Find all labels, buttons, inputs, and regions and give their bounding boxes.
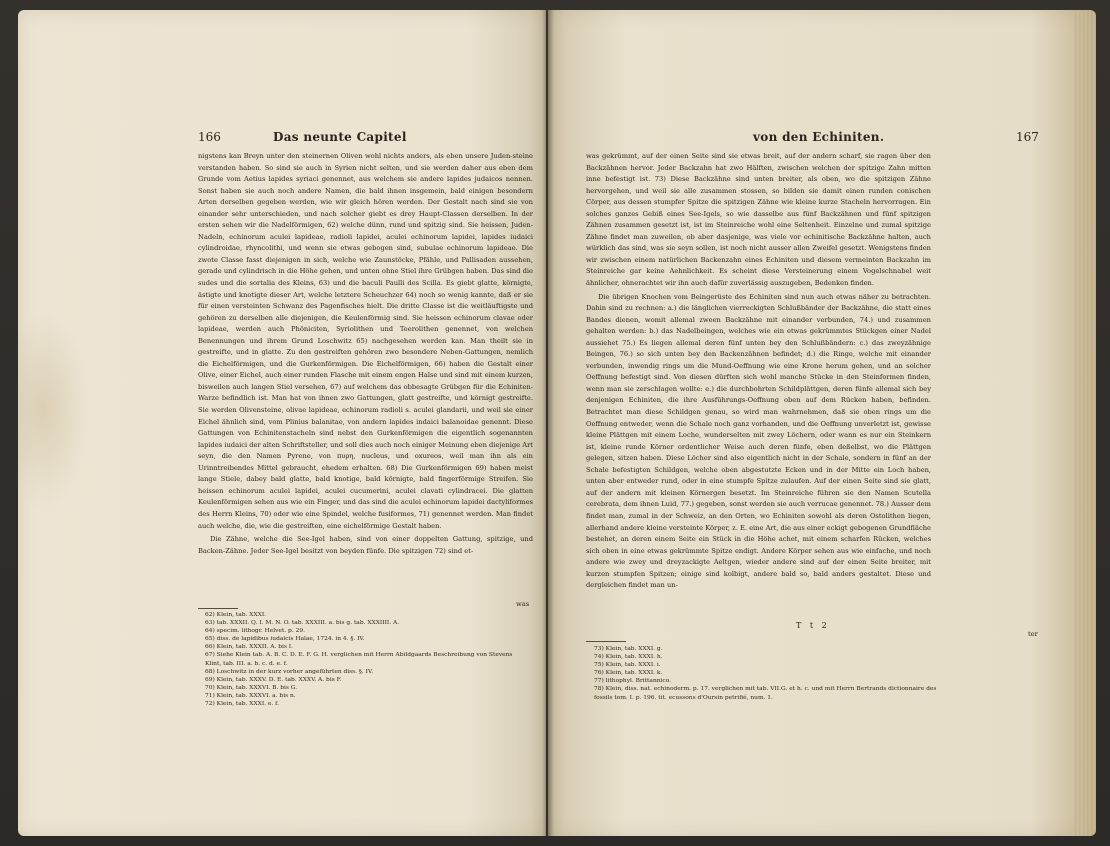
footnote: 78) Klein, diss. nat. echinoderm. p. 17. verglichen mit tab. VII.G. et h. c. und mit Herrn Bertrands dictionnaire des fossils tom. I. p. 196. tit. ecussons d'Oursin petrifié, num. 1. <box>594 686 937 701</box>
signature-mark: T t 2 <box>796 621 830 630</box>
running-head <box>548 130 1096 150</box>
body-text <box>198 151 533 557</box>
footnote: 72) Klein, tab. XXXI. e. f. <box>205 701 279 708</box>
right-page <box>548 10 1096 836</box>
footnote: 70) Klein, tab. XXXVI. B. bis G. <box>205 684 298 691</box>
catchword: ter <box>1028 630 1038 638</box>
footnotes <box>594 645 939 702</box>
footnote: 66) Klein, tab. XXXII. A. bis I. <box>205 644 293 651</box>
running-head <box>18 130 546 150</box>
paragraph: nigstens kan Breyn unter den steinernen Oliven wohl nichts anders, als eben unsere Juden-steine verstanden haben. So sind sie auch in Syrien nicht selten, und sie werden daher aus eben dem Grunde vom Aetius lapides syriaci genennet, aus welchem sie andere lapides judaicos nennen. Sonst haben sie auch noch andere Namen, die bald ihnen insgemein, bald einigen besondern Arten derselben gegeben werden, wie wir gleich hören werden. Der Gestalt nach sind sie von einander sehr unterschieden, und nach solcher giebt es drey Haupt-Classen derselben. In der ersten sehen wir die Nadelförmigen, 62) welche dünn, rund und spitzig sind. Sie heissen, Juden-Nadeln, echinorum aculei lapideae, radioli lapidei, aculei echinorum lapidei, lapides iudaici cylindroidae, rhyncolithi, und wenn sie etwas gebogen sind, subulae echinorum lapideae. Die zwote Classe fasst diejenigen in sich, welche wie Zaunstöcke, Pfähle, und Pallisaden aussehen, gerade und cylindrisch in die Höhe gehen, und unten ohne Stiel ihre Grübgen haben. Das sind die sudes und die sortalia des Kleins, 63) und die baculi Paulli des Scilla. Es giebt glatte, körnigte, ästigte und knotigte dieser Art, welche letztere Scheuchzer 64) noch so wenig kannte, daß er sie für einen versteinten Schwanz des Pagenfisches hielt. Die dritte Classe ist die weitläuftigste und gehören zu derselben alle diejenigen, die Keulenförmig sind. Sie heissen echinorum clavae oder lapideae, werden auch Phöniciten, Syriolithen und Teerolithen genennet, von welchen Benennungen und ihrem Grund Loschwitz 65) nachgesehen werden kan. Man theilt sie in gestreifte, und in glatte. Zu den gestreiften gehören zwo besondere Neben-Gattungen, nemlich die Eichelförmigen, und die Gurkenförmigen. Die Eichelförmigen, 66) haben die Gestalt einer Olive, einer Eichel, auch einer runden Flasche mit einem engen Halse und sind mit einem kurzen, bisweilen auch langen Stiel versehen, 67) auf welchem das obbesagte Grübgen für die Echiniten-Warze befindlich ist. Man hat von ihnen zwo Gattungen, glatt gestreifte, und körnigt gestreifte. Sie werden Olivensteine, olivae lapideae, echinorum radioli s. aculei glandarii, und weil sie einer Eichel ähnlich sind, vom Plinius balanitae, von andern lapides indaici balanoidae genennt. Diese Gattungen von Echinitenstacheln sind nebst den Gurkenförmigen die eigentlich sogenannten lapides iudaici der alten Schriftsteller, und soll dies auch noch einiger Meinung eben diejenige Art seyn, die den Namen Pyrene, von πυρη, nucleus, und oxureos, weil man ihn als ein Urinntreibendes Mittel gebraucht, ehedem erhalten. 68) Die Gurkenförmigen 69) haben meist lange Stiele, dabey bald glatte, bald knotige, bald körnigte, bald fingerförmige Streifen. Sie heissen echinorum aculei lapidei, aculei cucumerini, aculei clavati cylindracei. Die glatten Keulenförmigen sehen aus wie ein Finger, und das sind die aculei echinorum lapidei dactyliformes des Herrn Kleins, 70) oder wie eine Spindel, welche fusiformes, 71) genennet werden. Man findet auch welche, die, wie die gestreiften, eine eichelförmige Gestalt haben. <box>198 152 533 530</box>
footnote: 67) Siehe Klein tab. A. B. C. D. E. F. G. H. verglichen mit Herrn Abildgaards Beschreibung von Stevens Klint, tab. III. a. b. c. d. e. f. <box>205 652 513 667</box>
footnote: 64) specim. lithogr. Helvet. p. 29. <box>205 628 305 635</box>
book-gutter <box>542 10 554 836</box>
paper-stain <box>18 310 88 510</box>
footnote: 75) Klein, tab. XXXI. i. <box>594 662 661 669</box>
footnote: 62) Klein, tab. XXXI. <box>205 612 267 618</box>
paragraph: Die Zähne, welche die See-Igel haben, sind von einer doppelten Gattung, spitzige, und Backen-Zähne. Jeder See-Igel besitzt von beyden fünfe. Die spitzigen 72) sind et- <box>198 535 533 555</box>
paragraph: Die übrigen Knochen vom Beingerüste des Echiniten sind nun auch etwas näher zu betrachten. Dahin sind zu rechnen: a.) die länglichen vierreckigten Schlußbänder der Backzähne, die statt eines Bandes dienen, womit allemal zween Backzähne mit einander verbunden, 74.) und zusammen gehalten werden: b.) das Nadelbeingen, welches wie ein etwas gekrümmtes Stückgen einer Nadel aussiehet 75.) Es liegen allemal deren fünf unten bey den Schlußbändern: c.) das zweyzähnige Beingen, 76.) so sich unten bey den Backenzähnen befindet; d.) die Ringe, welche mit einander verbunden, inwendig rings um die Mund-Oeffnung wie eine Krone herum gehen, und an solcher Oeffnung befestigt sind. Von diesen dürften sich wohl manche Stücke in den Steinformen finden, wenn man sie zerschlagen wollte: e.) die durchbohrten Schildplättgen, deren fünfe allemal sich bey denjenigen Echiniten, die ihre Ausführungs-Oeffnung oben auf dem Rücken haben, befinden. Betrachtet man diese Schildgen genau, so wird man wahrnehmen, daß sie oben rings um die Oeffnung entweder, wenn die Schale noch ganz vorhanden, und die Oeffnung unverletzt ist, gewisse kleine Plättgen mit einem Loche, wunderselten mit zwey Löchern, oder wann es nur ein Steinkern ist, kleine runde Körner ordentlicher Weise auch deren fünfe, eben deßelbst, wo die Plättgen gelegen, sitzen haben. Diese Löcher sind also eigentlich nicht in der Schale, sondern in fünf an der Schale befestigten Schildgen, welche oben abgestutzte Ecken und in der Mitte ein Loch haben, unten aber entweder rund, oder in eine stumpfe Spitze zulaufen. Auf der einen Seite sind sie glatt, auf der andern mit kleinen Körnergen besetzt. Im Steinreiche führen sie den Namen Scutella cerebrata, dem ihnen Luid, 77.) gegeben, sonst werden sie auch verrucae genennet. 78.) Ausser dem findet man, zumal in der Schweiz, an den Orten, wo Echiniten sowohl als deren Ostolithen liegen, allerhand andere kleine versteinte Körper, z. E. eine Art, die aus einer eckigt gebogenen Grundfläche bestehet, an deren einem Seite ein Stück in die Höhe achet, mit einem scharfen Rücken, welches sich oben in eine etwas gekrümmte Spitze endigt. Andere Körper sehen aus wie einfache, und noch andere wie zwey und dreyzackigte Aeltgen, wieder andere sind auf der einen Seite breiter, mit kurzen stumpfen Spitzen; einige sind kolbigt, andere bald so, bald anders gestaltet. Diese und dergleichen findet man un- <box>586 292 931 590</box>
chapter-title: von den Echiniten. <box>753 130 885 144</box>
footnote: 77) lithophyl. Brittannico. <box>594 678 672 685</box>
footnote: 65) diss. de lapidibus iudaicis Halae, 1724. in 4. §. IV. <box>205 636 365 643</box>
footnote: 63) tab. XXXII. Q. I. M. N. O. tab. XXXIII. a. bis g. tab. XXXIIII. A. <box>205 620 400 627</box>
catchword: was <box>516 600 530 608</box>
footnote: 71) Klein, tab. XXXVI. a. bis n. <box>205 692 296 699</box>
body-text <box>586 151 931 592</box>
footnote: 73) Klein, tab. XXXI. g. <box>594 646 663 652</box>
footnote-rule <box>198 608 238 609</box>
footnote: 76) Klein, tab. XXXI. k. <box>594 670 663 677</box>
footnote-rule <box>586 641 626 642</box>
footnotes <box>205 611 525 708</box>
footnote: 68) Loschwitz in der kurz vorher angeführten diss. §. IV. <box>205 668 374 675</box>
paragraph: was gekrümmt, auf der einen Seite sind sie etwas breit, auf der andern scharf, sie ragen über den Backzähnen hervor. Jeder Backzahn hat zwo Hälften, zwischen welchen der spitzige Zahn mitten inne befestigt ist. 73) Diese Backzähne sind unten breiter, als oben, wo die spitzigen Zähne hervorgehen, und weil sie alle zusammen stossen, so bilden sie damit einen runden conischen Cörper, aus dessen stumpfer Spitze die spitzigen Zähne wie kleine kurze Stacheln hervorragen. Ein solches ganzes Gebiß eines See-Igels, so wie dasselbe aus fünf Backzähnen und fünf spitzigen Zähnen zusammen gesetzt ist, ist im Steinreiche wohl eine Seltenheit. Einzelne und zumal spitzige Zähne findet man zuweilen, ob aber dasjenige, was viele vor echinitische Backzähne halten, auch würklich das sind, was sie seyn sollen, ist noch nicht ausser allen Zweifel gesetzt. Wenigstens finden wir zwischen einem natürlichen Backenzahn eines Echiniten und diesem vermeinten Backzahn im Steinreiche gar keine Aehnlichkeit. Es scheint diese Versteinerung einem Vogelschnabel weit ähnlicher, ohnerachtet wir ihn auch dafür zuverlässig auszugeben, Bedenken finden. <box>586 152 931 288</box>
footnote: 74) Klein, tab. XXXI. h. <box>594 654 663 661</box>
left-page <box>18 10 546 836</box>
page-number: 167 <box>1016 130 1039 144</box>
footnote: 69) Klein, tab. XXXV. D. E. tab. XXXV. A. bis F. <box>205 676 342 683</box>
chapter-title: Das neunte Capitel <box>273 130 407 144</box>
page-number: 166 <box>198 130 221 144</box>
